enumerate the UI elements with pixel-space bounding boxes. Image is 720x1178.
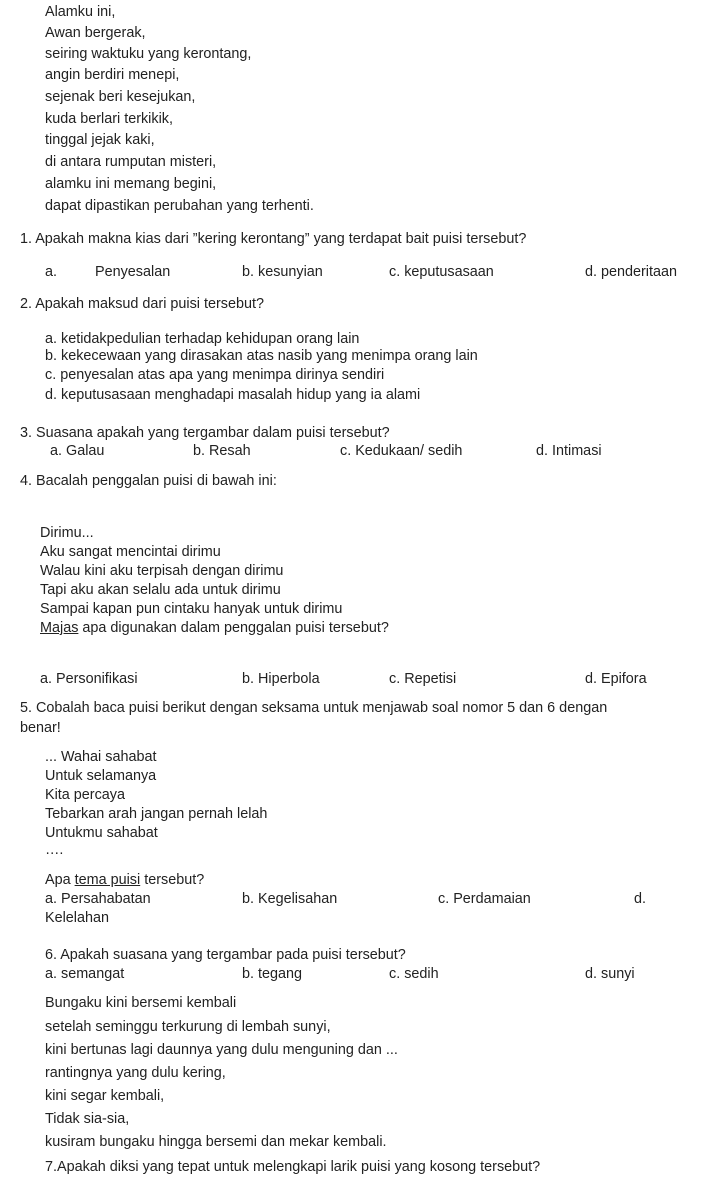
q1-option-b: b. kesunyian <box>242 264 323 280</box>
poem3-line-4: rantingnya yang dulu kering, <box>45 1065 226 1081</box>
poem1-line-2: Awan bergerak, <box>45 25 146 41</box>
poem3-line-5: kini segar kembali, <box>45 1088 165 1104</box>
q5-option-d-text: Kelelahan <box>45 910 110 926</box>
poem3-line-7: kusiram bungaku hingga bersemi dan mekar kembali. <box>45 1134 387 1150</box>
question-4-intro: 4. Bacalah penggalan puisi di bawah ini: <box>20 473 277 489</box>
q5-question-post: tersebut? <box>140 872 205 888</box>
q2-option-b: b. kekecewaan yang dirasakan atas nasib yang menimpa orang lain <box>45 348 478 364</box>
q5-poem-line-2: Untuk selamanya <box>45 768 157 784</box>
poem3-line-1: Bungaku kini bersemi kembali <box>45 995 237 1011</box>
question-1: 1. Apakah makna kias dari ”kering kerontang” yang terdapat bait puisi tersebut? <box>20 231 527 247</box>
question-2: 2. Apakah maksud dari puisi tersebut? <box>20 296 264 312</box>
q5-underlined-words: tema puisi <box>74 872 141 888</box>
q1-option-d: d. penderitaan <box>585 264 678 280</box>
q5-question-pre: Apa <box>45 872 75 888</box>
poem1-line-9: alamku ini memang begini, <box>45 176 217 192</box>
q5-poem-line-3: Kita percaya <box>45 787 125 803</box>
q4-underlined-word: Majas <box>40 620 79 636</box>
q4-option-b: b. Hiperbola <box>242 671 320 687</box>
question-6: 6. Apakah suasana yang tergambar pada puisi tersebut? <box>45 947 406 963</box>
poem1-line-10: dapat dipastikan perubahan yang terhenti. <box>45 198 314 214</box>
q4-poem-line-4: Tapi aku akan selalu ada untuk dirimu <box>40 582 281 598</box>
q4-poem-line-3: Walau kini aku terpisah dengan dirimu <box>40 563 284 579</box>
q4-poem-line-2: Aku sangat mencintai dirimu <box>40 544 221 560</box>
poem1-line-3: seiring waktuku yang kerontang, <box>45 46 252 62</box>
q3-option-a: a. Galau <box>50 443 105 459</box>
question-4 <box>40 621 389 635</box>
q5-poem-line-6: …. <box>45 842 64 858</box>
question-5 <box>45 873 204 887</box>
poem1-line-4: angin berdiri menepi, <box>45 67 180 83</box>
q1-option-c: c. keputusasaan <box>389 264 494 280</box>
q2-option-c: c. penyesalan atas apa yang menimpa dirinya sendiri <box>45 367 385 383</box>
q4-question-rest: apa digunakan dalam penggalan puisi tersebut? <box>78 620 389 636</box>
q6-option-c: c. sedih <box>389 966 439 982</box>
q5-poem-line-1: ... Wahai sahabat <box>45 749 157 765</box>
q5-option-b: b. Kegelisahan <box>242 891 338 907</box>
poem3-line-6: Tidak sia-sia, <box>45 1111 130 1127</box>
q1-option-a: Penyesalan <box>95 264 171 280</box>
poem1-line-5: sejenak beri kesejukan, <box>45 89 196 105</box>
poem3-line-3: kini bertunas lagi daunnya yang dulu menguning dan ... <box>45 1042 398 1058</box>
q4-option-d: d. Epifora <box>585 671 647 687</box>
q5-option-a: a. Persahabatan <box>45 891 151 907</box>
q4-poem-line-5: Sampai kapan pun cintaku hanyak untuk dirimu <box>40 601 343 617</box>
question-3: 3. Suasana apakah yang tergambar dalam puisi tersebut? <box>20 425 390 441</box>
question-5-intro-1: 5. Cobalah baca puisi berikut dengan seksama untuk menjawab soal nomor 5 dan 6 dengan <box>20 700 608 716</box>
poem1-line-1: Alamku ini, <box>45 4 116 20</box>
question-7: 7.Apakah diksi yang tepat untuk melengkapi larik puisi yang kosong tersebut? <box>45 1159 541 1175</box>
q6-option-d: d. sunyi <box>585 966 635 982</box>
q1-option-a-letter: a. <box>45 264 58 280</box>
poem1-line-8: di antara rumputan misteri, <box>45 154 217 170</box>
q6-option-a: a. semangat <box>45 966 125 982</box>
q2-option-d: d. keputusasaan menghadapi masalah hidup yang ia alami <box>45 387 421 403</box>
poem1-line-6: kuda berlari terkikik, <box>45 111 173 127</box>
q3-option-d: d. Intimasi <box>536 443 602 459</box>
q4-poem-line-1: Dirimu... <box>40 525 94 541</box>
q6-option-b: b. tegang <box>242 966 303 982</box>
q4-option-a: a. Personifikasi <box>40 671 138 687</box>
poem1-line-7: tinggal jejak kaki, <box>45 132 155 148</box>
q5-option-c: c. Perdamaian <box>438 891 531 907</box>
question-5-intro-2: benar! <box>20 720 61 736</box>
q3-option-c: c. Kedukaan/ sedih <box>340 443 463 459</box>
q5-poem-line-5: Untukmu sahabat <box>45 825 158 841</box>
q2-option-a: a. ketidakpedulian terhadap kehidupan orang lain <box>45 331 360 347</box>
poem3-line-2: setelah seminggu terkurung di lembah sunyi, <box>45 1019 331 1035</box>
q5-poem-line-4: Tebarkan arah jangan pernah lelah <box>45 806 268 822</box>
q4-option-c: c. Repetisi <box>389 671 457 687</box>
q3-option-b: b. Resah <box>193 443 251 459</box>
q5-option-d: d. <box>634 891 647 907</box>
